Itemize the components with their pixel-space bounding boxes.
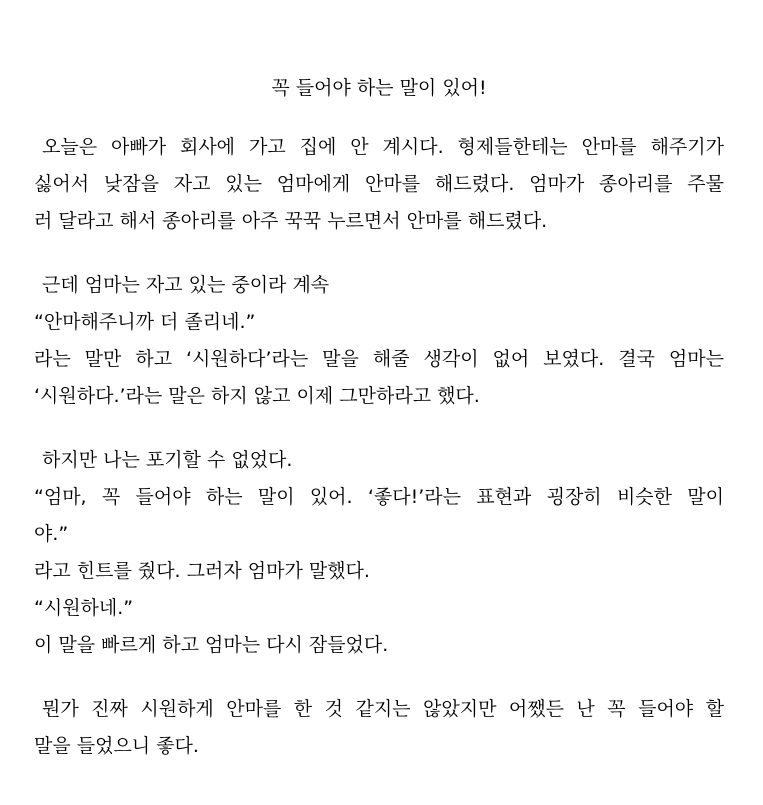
paragraph-3	[34, 442, 724, 664]
text-line: 러 달라고 해서 종아리를 아주 꾹꾹 누르면서 안마를 해드렸다.	[34, 210, 548, 232]
paragraph-4	[34, 691, 724, 765]
text-line: 근데 엄마는 자고 있는 중이라 계속	[42, 274, 330, 296]
text-line: 라고 힌트를 줬다. 그러자 엄마가 말했다.	[34, 560, 370, 582]
text-line: ‘시원하다.’라는 말은 하지 않고 이제 그만하라고 했다.	[34, 385, 480, 407]
text-line: 야.”	[34, 523, 69, 545]
paragraph-2	[34, 267, 724, 415]
text-line: “시원하네.”	[34, 597, 134, 619]
document-page	[34, 70, 724, 792]
text-line: “안마해주니까 더 졸리네.”	[34, 311, 256, 333]
text-line: 오늘은 아빠가 회사에 가고 집에 안 계시다. 형제들한테는 안마를 해주기가	[42, 136, 724, 158]
text-line: 싫어서 낮잠을 자고 있는 엄마에게 안마를 해드렸다. 엄마가 종아리를 주물	[34, 173, 724, 195]
text-line: 하지만 나는 포기할 수 없었다.	[42, 449, 293, 471]
document-title: 꼭 들어야 하는 말이 있어!	[271, 77, 487, 99]
text-line: 말을 들었으니 좋다.	[34, 735, 199, 757]
text-line: “엄마, 꼭 들어야 하는 말이 있어. ‘좋다!’라는 표현과 굉장히 비슷한 말이	[34, 486, 724, 508]
text-line: 라는 말만 하고 ‘시원하다’라는 말을 해줄 생각이 없어 보였다. 결국 엄마는	[34, 348, 724, 370]
paragraph-1	[34, 129, 724, 240]
text-line: 이 말을 빠르게 하고 엄마는 다시 잠들었다.	[34, 634, 389, 656]
text-line: 뭔가 진짜 시원하게 안마를 한 것 같지는 않았지만 어쨌든 난 꼭 들어야 할	[42, 698, 724, 720]
